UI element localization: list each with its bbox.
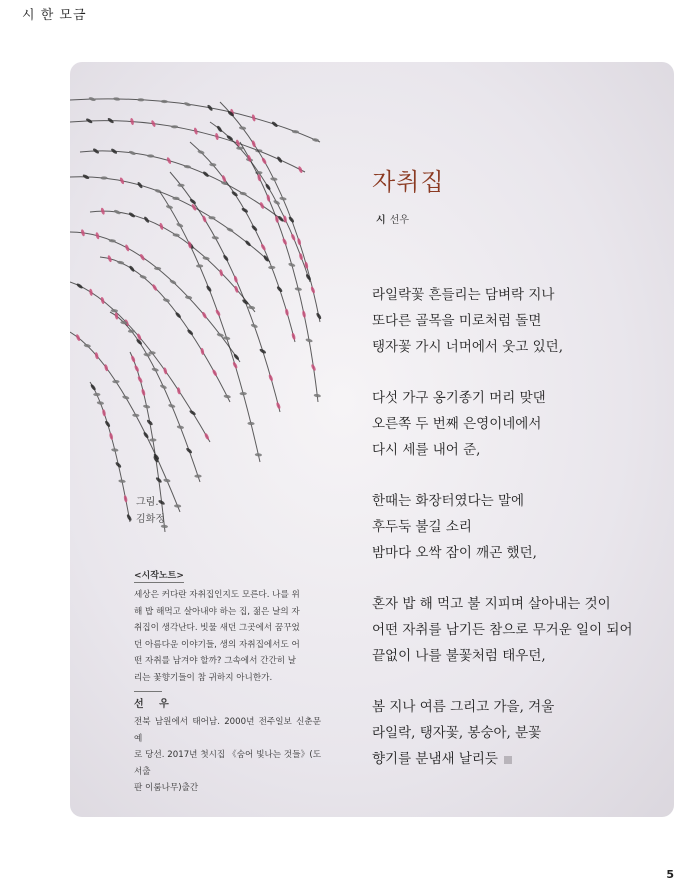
section-label: 시 한 모금	[22, 8, 87, 23]
note-line: 던 아름다운 이야기들, 생의 자취집에서도 어	[134, 639, 300, 650]
content-panel	[70, 62, 674, 817]
stanza	[372, 488, 662, 566]
verse-line	[372, 694, 662, 720]
credit-label: 그림.	[136, 497, 159, 508]
bio-title: 선 우	[134, 699, 175, 710]
verse-line	[372, 385, 662, 411]
willow-branch-illustration	[70, 82, 330, 552]
stanza	[372, 694, 662, 772]
note-line: 떤 자취를 남겨야 할까? 그속에서 간간히 날	[134, 656, 297, 666]
note-title: <시작노트>	[134, 568, 184, 583]
note-line: 해 밥 해먹고 살아내야 하는 집, 젊은 날의 자	[134, 606, 300, 617]
poem-byline	[376, 211, 409, 226]
bio-body	[134, 714, 321, 797]
verse-line	[372, 617, 662, 643]
verse-text: 탱자꽃 가시 너머에서 웃고 있던,	[372, 339, 563, 355]
verse-line	[372, 720, 662, 746]
byline-prefix: 시	[376, 215, 386, 226]
verse-line	[372, 334, 662, 360]
verse-text: 봄 지나 여름 그리고 가을, 겨울	[372, 699, 555, 715]
stanza	[372, 385, 662, 463]
verse-text: 밤마다 오싹 잠이 깨곤 했던,	[372, 545, 537, 561]
verse-line	[372, 282, 662, 308]
bio-line: 판 이룸나무)출간	[134, 783, 199, 793]
bio-divider	[134, 691, 162, 692]
verse-line	[372, 437, 662, 463]
illustration-credit	[136, 494, 165, 528]
stanza	[372, 591, 662, 669]
verse-text: 또다른 골목을 미로처럼 돌면	[372, 313, 542, 329]
bio-line: 전북 남원에서 태어남. 2000년 전주일보 신춘문예	[134, 717, 321, 744]
verse-line	[372, 308, 662, 334]
verse-text: 혼자 밥 해 먹고 불 지피며 살아내는 것이	[372, 596, 611, 612]
note-line: 리는 꽃향기들이 참 귀하지 아니한가.	[134, 672, 273, 683]
poem-title: 자취집	[372, 168, 445, 196]
verse-text: 어떤 자취를 남기든 참으로 무거운 일이 되어	[372, 622, 633, 638]
verse-line	[372, 514, 662, 540]
bio-line: 로 당선. 2017년 첫시집 《숨어 빛나는 것들》(도서출	[134, 750, 321, 777]
poem-body	[372, 282, 662, 797]
author-note	[134, 568, 321, 686]
note-body	[134, 587, 321, 686]
verse-text: 다섯 가구 옹기종기 머리 맞댄	[372, 390, 546, 406]
verse-line	[372, 411, 662, 437]
verse-line	[372, 488, 662, 514]
end-mark-icon	[504, 756, 512, 764]
verse-line	[372, 591, 662, 617]
stanza	[372, 282, 662, 360]
verse-text: 후두둑 불길 소리	[372, 519, 472, 535]
credit-artist: 김화정	[136, 514, 165, 525]
poem-author: 선우	[389, 215, 409, 226]
verse-text: 라일락, 탱자꽃, 봉숭아, 분꽃	[372, 725, 542, 741]
verse-text: 라일락꽃 흔들리는 담벼락 지나	[372, 287, 555, 303]
verse-text: 다시 세를 내어 준,	[372, 442, 481, 458]
verse-text: 오른쪽 두 번째 은영이네에서	[372, 416, 542, 432]
verse-text: 한때는 화장터였다는 말에	[372, 493, 525, 509]
verse-text: 향기를 분냄새 날리듯	[372, 751, 498, 767]
verse-text: 끝없이 나를 불꽃처럼 태우던,	[372, 648, 546, 664]
verse-line	[372, 643, 662, 669]
note-line: 세상은 커다란 자취집인지도 모른다. 나를 위	[134, 590, 300, 600]
verse-line	[372, 746, 662, 772]
note-line: 취집이 생각난다. 빗물 새던 그곳에서 꿈꾸었	[134, 623, 300, 633]
page-number: 5	[666, 868, 674, 881]
verse-line	[372, 540, 662, 566]
author-bio	[134, 691, 321, 797]
